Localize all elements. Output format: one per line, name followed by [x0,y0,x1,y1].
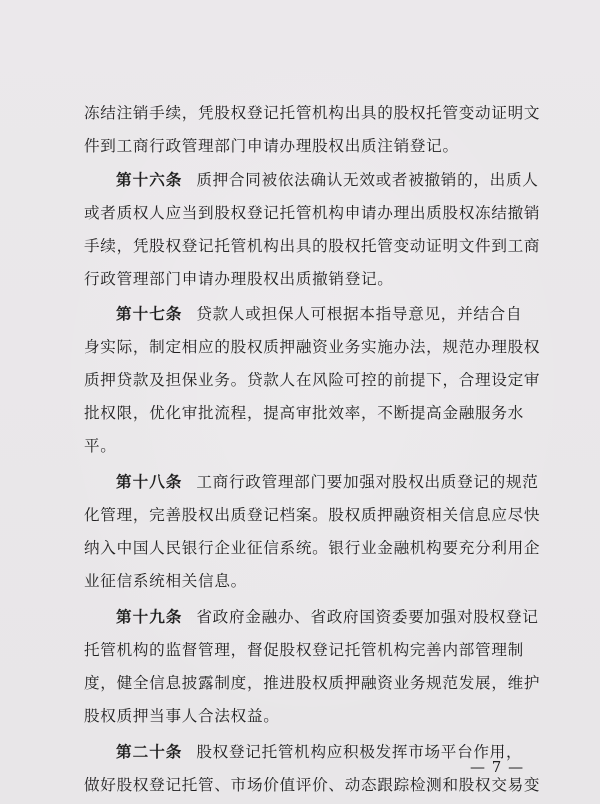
page-number: — 7 — [470,758,525,776]
body-line-18: 度，健全信息披露制度，推进股权质押融资业务规范发展，维护 [84,674,541,692]
body-line-15: 业征信系统相关信息。 [84,572,247,590]
article-19-first-line [116,607,544,627]
article-19-text: 省政府金融办、省政府国资委要加强对股权登记 [196,608,539,626]
body-line-6: 行政管理部门申请办理股权出质撤销登记。 [84,270,394,288]
body-line-8: 身实际，制定相应的股权质押融资业务实施办法，规范办理股权 [84,338,541,356]
body-line-13: 化管理，完善股权出质登记档案。股权质押融资相关信息应尽快 [84,506,541,524]
body-line-19: 股权质押当事人合法权益。 [84,707,280,725]
article-18-label: 第十八条 [116,472,183,491]
body-line-10: 批权限，优化审批流程，提高审批效率，不断提高金融服务水 [84,404,524,422]
body-line-2: 件到工商行政管理部门申请办理股权出质注销登记。 [84,137,459,155]
body-line-4: 或者质权人应当到股权登记托管机构申请办理出质股权冻结撤销 [84,204,541,222]
article-20-label: 第二十条 [116,742,183,761]
article-18-first-line [116,472,544,492]
body-line-5: 手续，凭股权登记托管机构出具的股权托管变动证明文件到工商 [84,237,541,255]
body-line-11: 平。 [84,437,117,455]
article-18-text: 工商行政管理部门要加强对股权出质登记的规范 [196,473,539,491]
article-16-first-line [116,170,544,190]
article-16-label: 第十六条 [116,170,183,189]
body-line-14: 纳入中国人民银行企业征信系统。银行业金融机构要充分利用企 [84,539,541,557]
article-17-first-line [116,304,544,324]
body-line-1: 冻结注销手续，凭股权登记托管机构出具的股权托管变动证明文 [84,104,541,122]
body-line-9: 质押贷款及担保业务。贷款人在风险可控的前提下，合理设定审 [84,371,541,389]
article-17-text: 贷款人或担保人可根据本指导意见，并结合自 [196,305,523,323]
article-20-text: 股权登记托管机构应积极发挥市场平台作用， [196,743,523,761]
article-16-text: 质押合同被依法确认无效或者被撤销的，出质人 [196,171,539,189]
body-line-21: 做好股权登记托管、市场价值评价、动态跟踪检测和股权交易变 [84,776,541,794]
article-19-label: 第十九条 [116,607,183,626]
article-17-label: 第十七条 [116,304,183,323]
body-line-17: 托管机构的监督管理，督促股权登记托管机构完善内部管理制 [84,641,524,659]
